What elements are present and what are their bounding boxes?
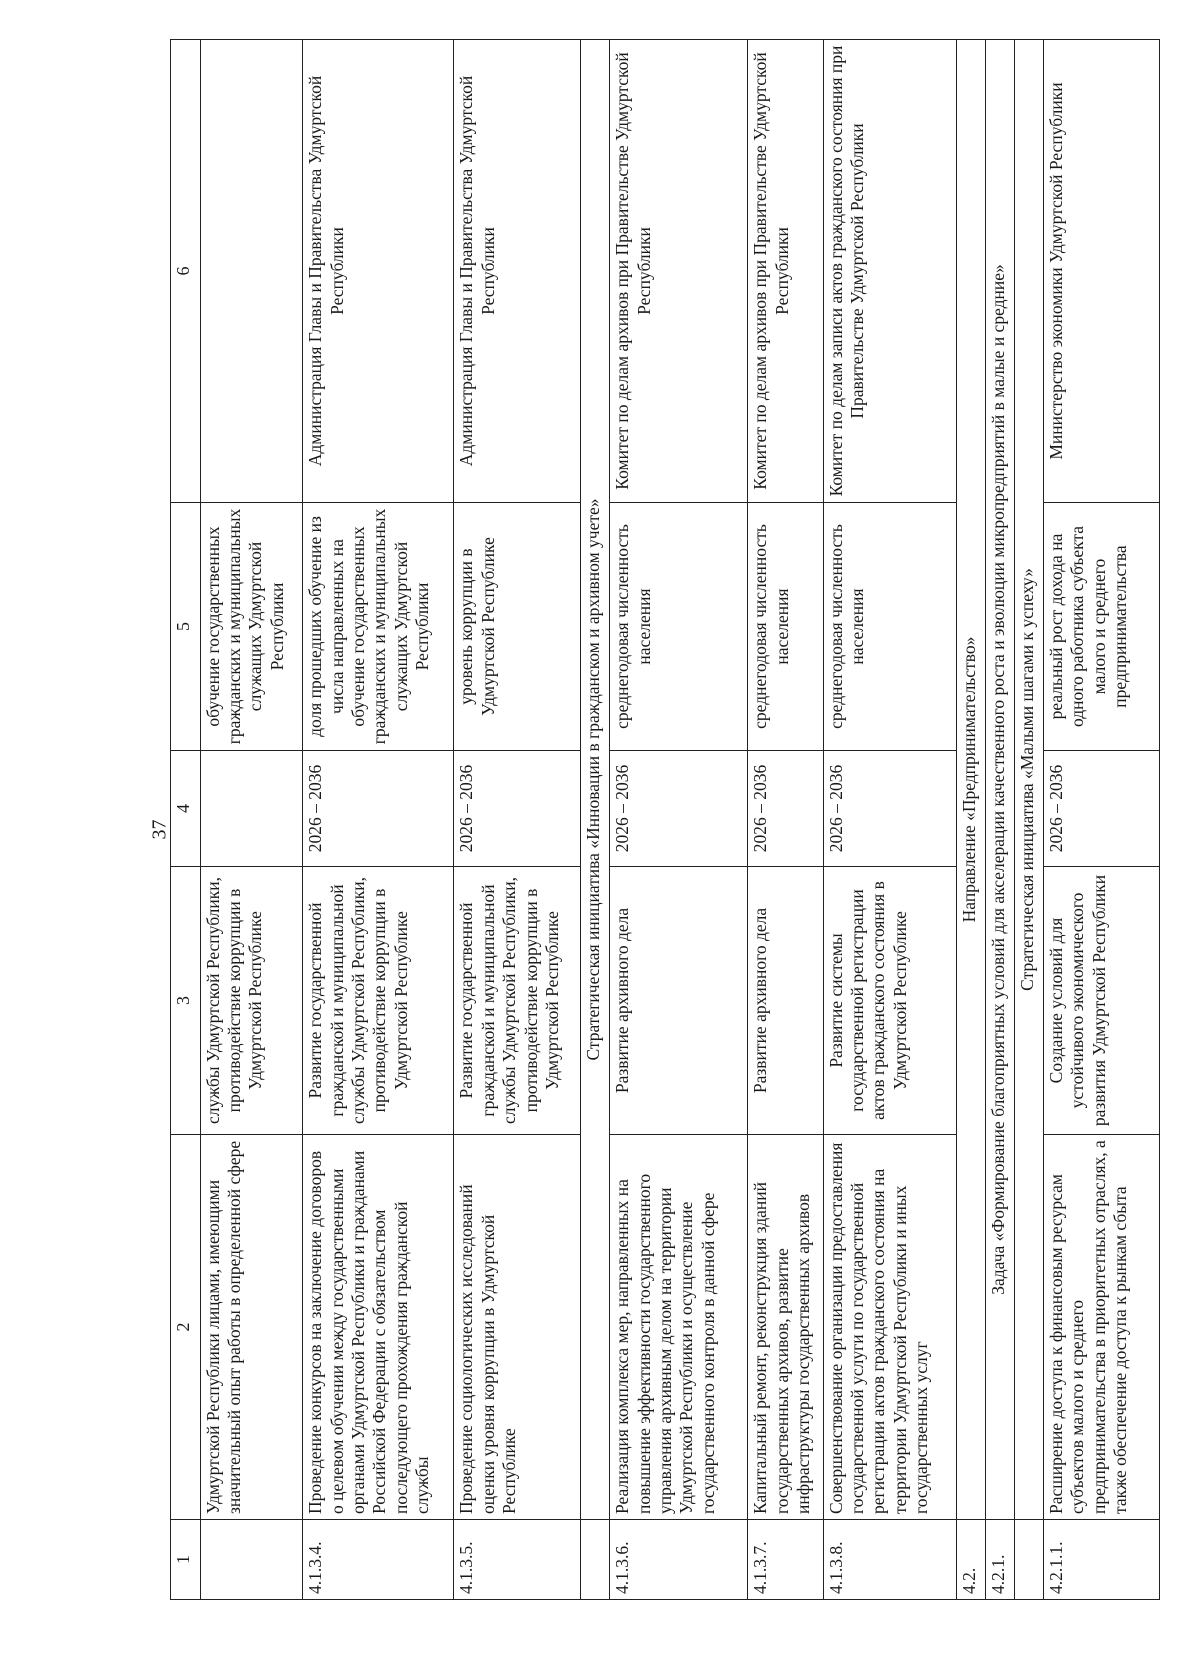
table-row: [748, 40, 824, 1600]
event-name: Проведение конкурсов на заключение договоров о целевом обучении между государственными органами Удмуртской Республики и гражданами Российской Федерации с обязательством последующего прохождения гражданской службы: [303, 1135, 454, 1520]
program-name: Создание условий для устойчивого экономического развития Удмуртской Республики: [1043, 867, 1159, 1135]
period: 2026 – 2036: [454, 751, 581, 867]
row-number: [200, 1520, 303, 1600]
event-name: Удмуртской Республики лицами, имеющими значительный опыт работы в определенной сфере: [200, 1135, 303, 1520]
row-number: 4.2.: [957, 1520, 986, 1600]
program-name: Развитие архивного дела: [610, 867, 748, 1135]
responsible: Администрация Главы и Правительства Удмуртской Республики: [303, 40, 454, 503]
program-name: Развитие системы государственной регистрации актов гражданского состояния в Удмуртской Республике: [823, 867, 957, 1135]
responsible: Администрация Главы и Правительства Удмуртской Республики: [454, 40, 581, 503]
period: 2026 – 2036: [303, 751, 454, 867]
row-number: 4.2.1.1.: [1043, 1520, 1159, 1600]
table-row: [610, 40, 748, 1600]
table-row: [454, 40, 581, 1600]
period: [200, 751, 303, 867]
event-name: Реализация комплекса мер, направленных на повышение эффективности государственного управления архивным делом на территории Удмуртской Республики и осуществление государственного контроля в данной сфере: [610, 1135, 748, 1520]
row-number: 4.2.1.: [986, 1520, 1015, 1600]
header-cell: 2: [171, 1135, 201, 1520]
program-name: службы Удмуртской Республики, противодействие коррупции в Удмуртской Республике: [200, 867, 303, 1135]
header-row: [171, 40, 201, 1600]
indicator: среднегодовая численность населения: [610, 503, 748, 751]
program-name: Развитие государственной гражданской и муниципальной службы Удмуртской Республики, противодействие коррупции в Удмуртской Республике: [303, 867, 454, 1135]
table-row: [303, 40, 454, 1600]
strategic-initiative-title: Стратегическая инициатива «Малыми шагами к успеху»: [1015, 40, 1044, 1520]
indicator: среднегодовая численность населения: [823, 503, 957, 751]
direction-title: Направление «Предпринимательство»: [957, 40, 986, 1520]
row-number: 4.1.3.6.: [610, 1520, 748, 1600]
indicator: среднегодовая численность населения: [748, 503, 824, 751]
period: 2026 – 2036: [1043, 751, 1159, 867]
event-name: Совершенствование организации предоставления государственной услуги по государственной регистрации актов гражданского состояния на территории Удмуртской Республики и иных государственных услуг: [823, 1135, 957, 1520]
header-cell: 5: [171, 503, 201, 751]
row-number: 4.1.3.7.: [748, 1520, 824, 1600]
indicator: обучение государственных гражданских и муниципальных служащих Удмуртской Республики: [200, 503, 303, 751]
table-row: [1043, 40, 1159, 1600]
event-name: Капитальный ремонт, реконструкция зданий государственных архивов, развитие инфраструктуры государственных архивов: [748, 1135, 824, 1520]
section-row: [957, 40, 986, 1600]
row-number: 4.1.3.8.: [823, 1520, 957, 1600]
section-row: [1015, 40, 1044, 1600]
header-cell: 4: [171, 751, 201, 867]
section-row: [581, 40, 610, 1600]
section-row: [986, 40, 1015, 1600]
responsible: Комитет по делам архивов при Правительстве Удмуртской Республики: [610, 40, 748, 503]
indicator: уровень коррупции в Удмуртской Республике: [454, 503, 581, 751]
header-cell: 1: [171, 1520, 201, 1600]
responsible: Комитет по делам архивов при Правительстве Удмуртской Республики: [748, 40, 824, 503]
rotated-table-container: [170, 40, 1160, 1600]
event-name: Расширение доступа к финансовым ресурсам субъектов малого и среднего предпринимательства в приоритетных отраслях, а также обеспечение доступа к рынкам сбыта: [1043, 1135, 1159, 1520]
table-row: [200, 40, 303, 1600]
document-table: [170, 39, 1160, 1600]
task-title: Задача «Формирование благоприятных условий для акселерации качественного роста и эволюции микропредприятий в малые и средние»: [986, 40, 1015, 1520]
indicator: реальный рост дохода на одного работника субъекта малого и среднего предпринимательства: [1043, 503, 1159, 751]
period: 2026 – 2036: [748, 751, 824, 867]
responsible: Министерство экономики Удмуртской Республики: [1043, 40, 1159, 503]
row-number: 4.1.3.5.: [454, 1520, 581, 1600]
event-name: Проведение социологических исследований оценки уровня коррупции в Удмуртской Республике: [454, 1135, 581, 1520]
page-number: 37: [148, 819, 171, 840]
responsible: Комитет по делам записи актов гражданского состояния при Правительстве Удмуртской Республики: [823, 40, 957, 503]
indicator: доля прошедших обучение из числа направленных на обучение государственных гражданских и муниципальных служащих Удмуртской Республики: [303, 503, 454, 751]
period: 2026 – 2036: [823, 751, 957, 867]
program-name: Развитие архивного дела: [748, 867, 824, 1135]
row-number: [581, 1520, 610, 1600]
strategic-initiative-title: Стратегическая инициатива «Инновации в гражданском и архивном учете»: [581, 40, 610, 1520]
program-name: Развитие государственной гражданской и муниципальной службы Удмуртской Республики, противодействие коррупции в Удмуртской Республике: [454, 867, 581, 1135]
row-number: 4.1.3.4.: [303, 1520, 454, 1600]
period: 2026 – 2036: [610, 751, 748, 867]
header-cell: 6: [171, 40, 201, 503]
responsible: [200, 40, 303, 503]
header-cell: 3: [171, 867, 201, 1135]
row-number: [1015, 1520, 1044, 1600]
table-row: [823, 40, 957, 1600]
